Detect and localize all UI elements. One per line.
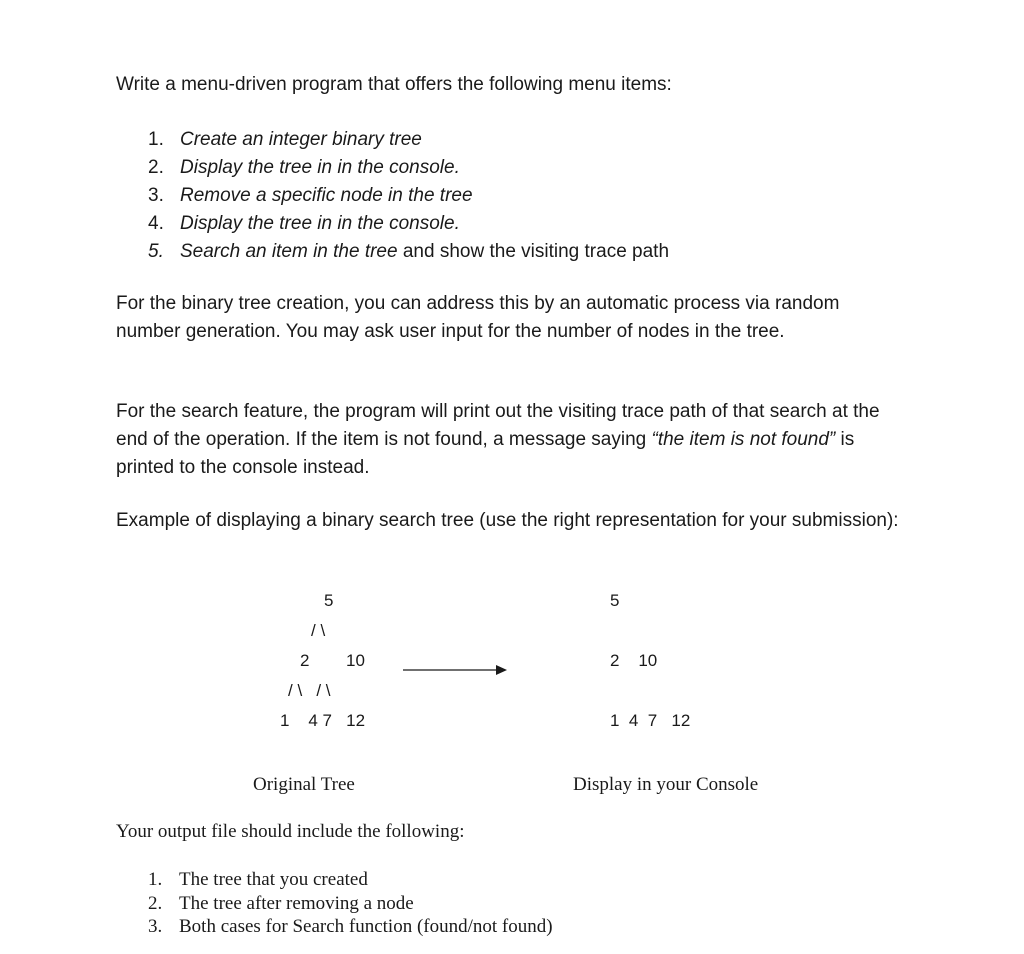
- menu-item-5: [148, 238, 669, 266]
- tree-leaves: 1 4 7 12: [280, 711, 366, 730]
- caption-console: Display in your Console: [573, 774, 759, 795]
- menu-item-text: Create an integer binary tree: [180, 129, 422, 150]
- paragraph-example: Example of displaying a binary search tree (use the right representation for your submission):: [116, 510, 899, 531]
- menu-item-text-plain: and show the visiting trace path: [397, 241, 670, 262]
- menu-item-4: [148, 210, 669, 238]
- tree-branches-level1: / \: [311, 621, 326, 640]
- tree-node-5: 5: [324, 591, 334, 610]
- menu-item-1: [148, 126, 669, 154]
- output-item-number: 2.: [148, 892, 163, 914]
- arrow-right-icon: [400, 660, 510, 680]
- search-text-before: For the search feature, the program will print out the visiting trace path of that search at the end of the operation. If the item is not found, a message saying: [116, 401, 880, 450]
- menu-item-text-italic: Search an item in the tree: [180, 241, 398, 262]
- output-item-text: The tree after removing a node: [179, 892, 414, 914]
- output-item-number: 3.: [148, 916, 163, 937]
- console-line-3: 1 4 7 12: [610, 711, 691, 730]
- menu-item-text: Display the tree in in the console.: [180, 213, 460, 234]
- tree-node-2: 2: [300, 651, 310, 670]
- caption-original-tree: Original Tree: [253, 774, 355, 795]
- console-line-2: 2 10: [610, 651, 658, 670]
- search-not-found-quote: “the item is not found”: [651, 429, 836, 450]
- menu-item-2: [148, 154, 669, 182]
- output-item-text: Both cases for Search function (found/not found): [179, 916, 553, 937]
- output-item-2: [148, 892, 553, 916]
- output-item-3: [148, 915, 553, 939]
- output-intro: Your output file should include the following:: [116, 821, 465, 842]
- menu-item-number: 3.: [148, 185, 164, 206]
- output-item-text: The tree that you created: [179, 869, 368, 890]
- output-item-1: [148, 868, 553, 892]
- paragraph-search-feature: [116, 398, 906, 482]
- search-text-after: is printed to the console instead.: [116, 429, 855, 478]
- menu-item-text: Remove a specific node in the tree: [180, 185, 473, 206]
- console-line-1: 5: [610, 591, 620, 610]
- menu-item-number: 4.: [148, 213, 164, 234]
- output-items-list: [148, 868, 553, 939]
- menu-item-number: 2.: [148, 157, 164, 178]
- menu-item-number: 1.: [148, 129, 164, 150]
- paragraph-tree-creation: For the binary tree creation, you can address this by an automatic process via random number generation. You may ask user input for the number of nodes in the tree.: [116, 293, 840, 342]
- menu-item-text: Display the tree in in the console.: [180, 157, 460, 178]
- tree-branches-level2: / \ / \: [288, 681, 331, 700]
- menu-item-number: 5.: [148, 241, 164, 262]
- menu-items-list: [148, 126, 669, 266]
- tree-node-10: 10: [346, 651, 365, 670]
- intro-text: Write a menu-driven program that offers the following menu items:: [116, 74, 672, 95]
- menu-item-3: [148, 182, 669, 210]
- output-item-number: 1.: [148, 869, 163, 890]
